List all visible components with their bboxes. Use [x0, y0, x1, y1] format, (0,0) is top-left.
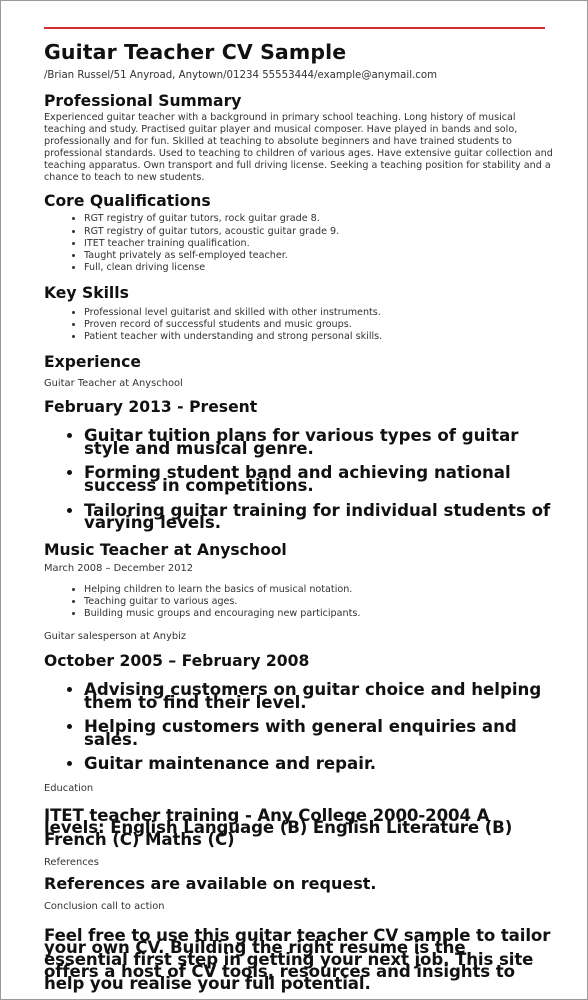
job1-dates: February 2013 - Present — [44, 398, 258, 417]
qualifications-list — [44, 213, 554, 273]
references-text: References are available on request. — [44, 874, 377, 893]
qualifications-heading: Core Qualifications — [44, 192, 211, 211]
job3-title: Guitar salesperson at Anybiz — [44, 631, 187, 643]
conclusion-text: Feel free to use this guitar teacher CV sample to tailor your own CV. Building the right resume is the essential first step in getting your next job. This site offers a host of CV tools, resources and insights to help you realise your full potential. — [44, 926, 551, 993]
list-item: • Full, clean driving license — [84, 262, 554, 274]
job2-title: Music Teacher at Anyschool — [44, 540, 287, 559]
job2-dates: March 2008 – December 2012 — [44, 562, 194, 574]
summary-text: Experienced guitar teacher with a background in primary school teaching. Long history of musical teaching and study. Practised guitar player and musical composer. Have played in bands and solo, professionally and for fun. Skilled at teaching to absolute beginners and have trained students to professional standards. Used to teaching to children of various ages. Have extensive guitar collection and teaching apparatus. Own transport and full driving license. Seeking a teaching position for stability and a chance to teach to new students. — [44, 112, 553, 183]
skills-list — [44, 307, 554, 343]
education-label: Education — [44, 783, 94, 794]
list-item: • Advising customers on guitar choice and helping them to find their level. — [84, 684, 554, 709]
list-item: • Professional level guitarist and skilled with other instruments. — [84, 307, 554, 319]
list-item: • RGT registry of guitar tutors, rock guitar grade 8. — [84, 213, 554, 225]
list-item: • Helping children to learn the basics of musical notation. — [84, 584, 554, 596]
job1-title: Guitar Teacher at Anyschool — [44, 378, 183, 390]
list-item: • Guitar tuition plans for various types of guitar style and musical genre. — [84, 430, 554, 455]
job2-list — [44, 584, 554, 620]
list-item: • Proven record of successful students and music groups. — [84, 319, 554, 331]
skills-heading: Key Skills — [44, 283, 129, 302]
list-item: • Helping customers with general enquiries and sales. — [84, 721, 554, 746]
job3-dates: October 2005 – February 2008 — [44, 652, 310, 671]
list-item: • ITET teacher training qualification. — [84, 238, 554, 250]
list-item: • Tailoring guitar training for individual students of varying levels. — [84, 505, 554, 530]
list-item: • Taught privately as self-employed teacher. — [84, 250, 554, 262]
experience-heading: Experience — [44, 353, 141, 372]
education-text: ITET teacher training - Any College 2000-2004 A levels: English Language (B) English Literature (B) French (C) Maths (C) — [44, 806, 513, 849]
summary-heading: Professional Summary — [44, 92, 242, 110]
list-item: • Teaching guitar to various ages. — [84, 596, 554, 608]
job3-list — [44, 680, 554, 774]
list-item: • Patient teacher with understanding and strong personal skills. — [84, 331, 554, 343]
list-item: • Forming student band and achieving national success in competitions. — [84, 467, 554, 492]
contact-line: /Brian Russel/51 Anyroad, Anytown/01234 55553444/example@anymail.com — [44, 70, 438, 81]
cv-document — [44, 38, 554, 993]
list-item: • Building music groups and encouraging new participants. — [84, 608, 554, 620]
job1-list — [44, 426, 554, 533]
cv-title: Guitar Teacher CV Sample — [44, 40, 347, 64]
header-rule — [44, 27, 545, 29]
list-item: • RGT registry of guitar tutors, acoustic guitar grade 9. — [84, 226, 554, 238]
references-label: References — [44, 857, 99, 868]
list-item: • Guitar maintenance and repair. — [84, 758, 554, 771]
conclusion-label: Conclusion call to action — [44, 901, 165, 912]
